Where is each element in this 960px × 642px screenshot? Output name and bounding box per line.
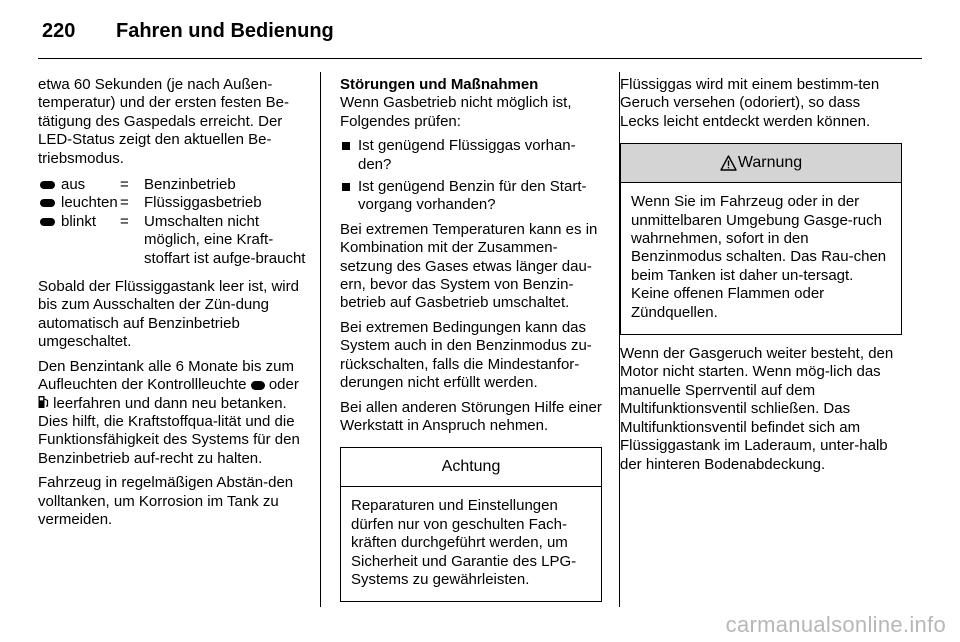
control-lamp-icon <box>251 381 265 390</box>
led-lamp-icon <box>40 181 55 189</box>
led-state-label: blinkt <box>61 212 97 230</box>
led-state-value: Umschalten nicht möglich, eine Kraft-stoffart ist aufge-braucht <box>144 212 306 267</box>
list-item: Ist genügend Benzin für den Start-vorgang vorhanden? <box>340 178 602 215</box>
fuel-tank-paragraph <box>38 358 308 468</box>
page-number: 220 <box>42 20 76 42</box>
led-state-label: aus <box>61 176 86 194</box>
led-state-equals: = <box>120 212 129 230</box>
page-header <box>42 20 334 43</box>
led-state-value: Flüssiggasbetrieb <box>144 194 262 212</box>
fuel-pump-icon <box>38 395 49 409</box>
warning-triangle-icon <box>720 155 737 171</box>
warning-text: Wenn Sie im Fahrzeug oder in der unmittelbaren Umgebung Gasge-ruch wahrnehmen, sofort in den Benzinmodus schalten. Das Rau-chen beim Tanken ist daher un-tersagt. Keine offenen Flammen oder Zündquellen. <box>631 193 887 321</box>
column-divider-1 <box>320 72 321 607</box>
odor-paragraph: Flüssiggas wird mit einem bestimm-ten Geruch versehen (odoriert), so dass Lecks leicht entdeckt werden können. <box>620 76 880 130</box>
caution-text: Reparaturen und Einstellungen dürfen nur von geschulten Fach-kräften durchgeführt werden, um Sicherheit und Garantie des LPG-Systems zu gewährleisten. <box>351 497 577 588</box>
led-state-label: leuchten <box>61 194 118 212</box>
gas-smell-paragraph: Wenn der Gasgeruch weiter besteht, den Motor nicht starten. Wenn mög-lich das manuelle Sperrventil auf dem Multifunktionsventil schließen. Das Multifunktionsventil befindet sich am Flüssiggastank im Laderaum, unter-halb der hinteren Bodenabdeckung. <box>620 345 894 473</box>
list-item: Ist genügend Flüssiggas vorhan-den? <box>340 137 602 174</box>
fuel-tank-text-b: leerfahren und dann neu betanken. Dies hilft, die Kraftstoffqua-lität und die Funktionsfähigkeit des Systems für den Benzinbetrieb auf-recht zu halten. <box>38 394 300 467</box>
page-title: Fahren und Bedienung <box>116 20 334 42</box>
refuel-paragraph: Fahrzeug in regelmäßigen Abstän-den volltanken, um Korrosion im Tank zu vermeiden. <box>38 474 294 528</box>
fuel-tank-text-or: oder <box>268 376 299 394</box>
extreme-conditions-paragraph: Bei extremen Bedingungen kann das System auch in den Benzinmodus zu-rückschalten, falls die Mindestanfor-derungen nicht erfüllt werden. <box>340 318 592 392</box>
intro-paragraph: etwa 60 Sekunden (je nach Außen-temperatur) und der ersten festen Be-tätigung des Gaspedals erreicht. Der LED-Status zeigt den aktuellen Be-triebsmodus. <box>38 76 289 167</box>
led-state-value: Benzinbetrieb <box>144 176 236 194</box>
check-intro-paragraph: Wenn Gasbetrieb nicht möglich ist, Folgendes prüfen: <box>340 94 572 130</box>
watermark: carmanualsonline.info <box>725 612 946 637</box>
temperature-paragraph: Bei extremen Temperaturen kann es in Kombination mit der Zusammen-setzung des Gases etwas länger dau-ern, bevor das System von Benzin-betrieb auf Gasbetrieb umschaltet. <box>340 220 598 312</box>
caution-title: Achtung <box>341 448 601 487</box>
tank-empty-paragraph: Sobald der Flüssiggastank leer ist, wird bis zum Ausschalten der Zün-dung automatisch auf Benzinbetrieb umgeschaltet. <box>38 278 299 351</box>
column-1 <box>38 76 308 535</box>
header-rule <box>38 58 922 59</box>
fuel-tank-text-a: Den Benzintank alle 6 Monate bis zum Aufleuchten der Kontrollleuchte <box>38 357 294 394</box>
warning-header <box>621 144 901 183</box>
check-list <box>340 137 602 215</box>
led-state-row <box>38 213 308 268</box>
led-lamp-icon <box>40 199 55 207</box>
caution-box <box>340 447 602 602</box>
warning-box <box>620 143 902 335</box>
led-state-row <box>38 176 308 194</box>
led-state-table <box>38 176 308 268</box>
section-heading: Störungen und Maßnahmen <box>340 76 539 93</box>
column-2 <box>340 76 602 612</box>
led-state-equals: = <box>120 176 129 194</box>
warning-title: Warnung <box>737 154 803 172</box>
led-lamp-icon <box>40 218 55 226</box>
led-state-row <box>38 194 308 212</box>
column-3 <box>620 76 902 480</box>
workshop-paragraph: Bei allen anderen Störungen Hilfe einer Werkstatt in Anspruch nehmen. <box>340 398 602 434</box>
led-state-equals: = <box>120 194 129 212</box>
